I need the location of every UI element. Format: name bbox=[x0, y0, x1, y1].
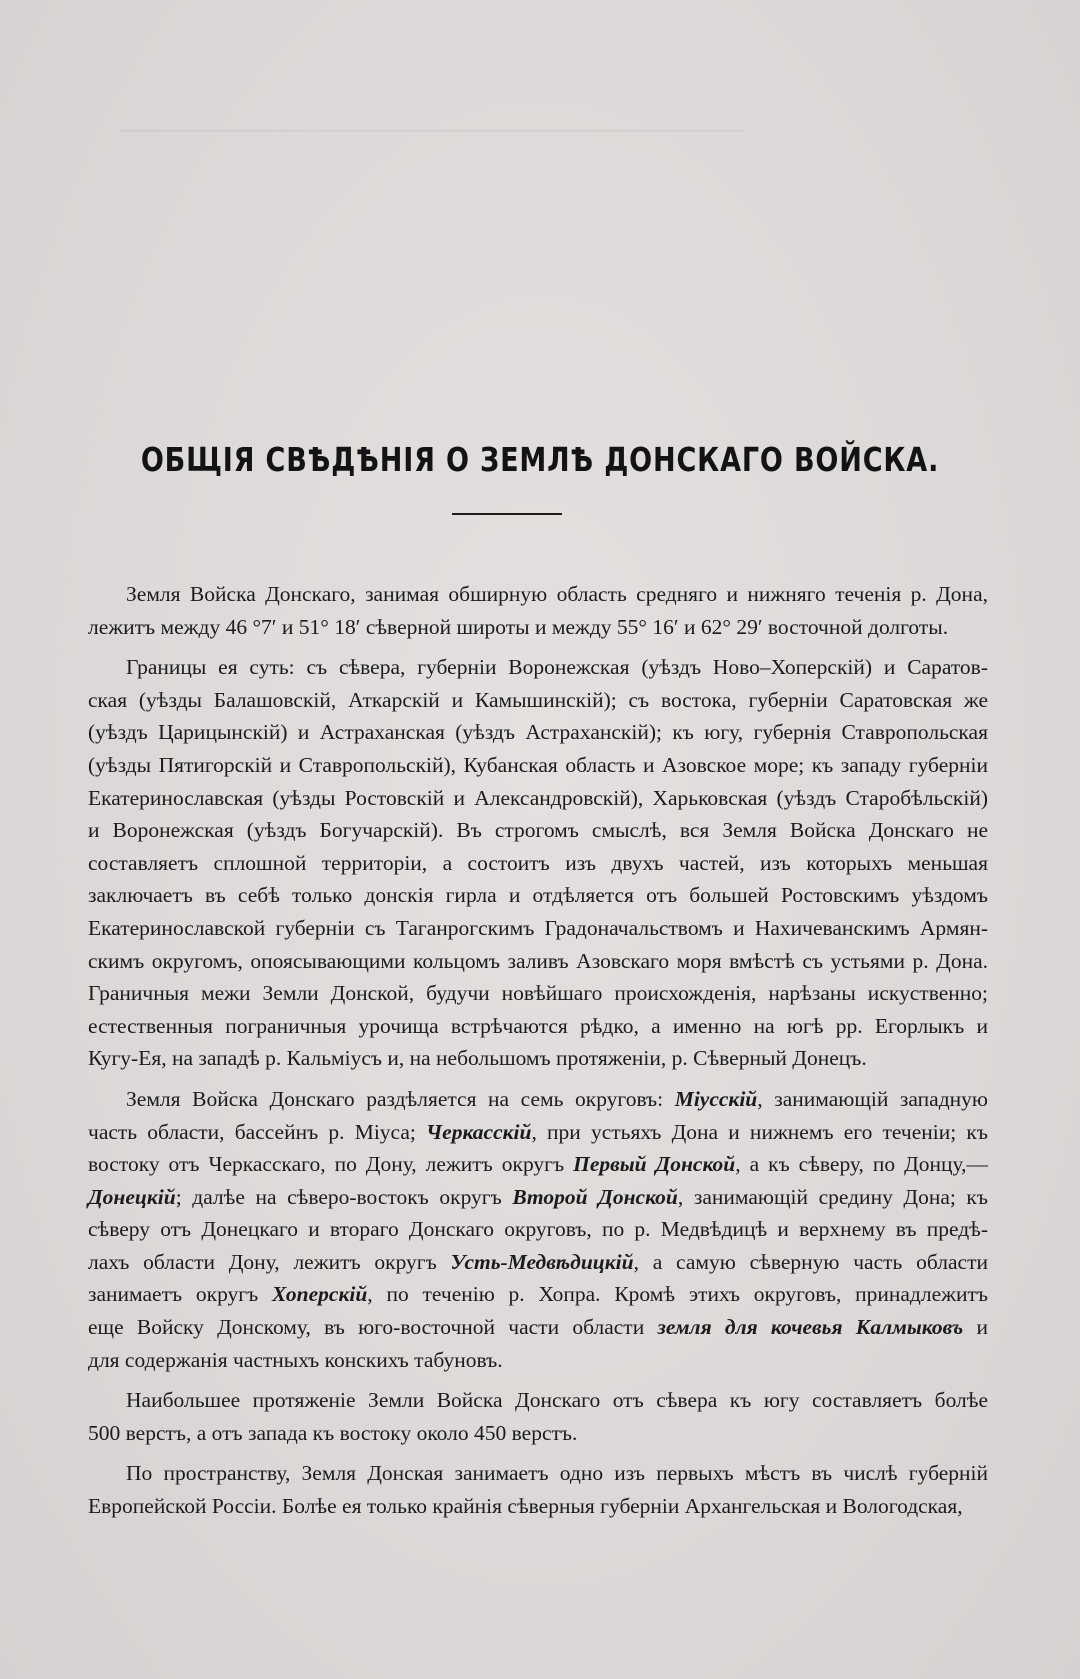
text-line: заключаетъ въ себѣ только донскія гирла и отдѣляется отъ большей Ростовскимъ уѣздомъ bbox=[88, 883, 988, 908]
paragraph bbox=[88, 578, 988, 643]
text-line: Земля Войска Донскаго, занимая обширную область средняго и нижняго теченія р. Дона, bbox=[126, 582, 988, 606]
paragraph-gap bbox=[88, 1075, 988, 1083]
paragraph bbox=[88, 1457, 988, 1522]
page-title: ОБЩІЯ СВѢДѢНІЯ О ЗЕМЛѢ ДОНСКАГО ВОЙСКА. bbox=[140, 440, 940, 480]
text-line: По пространству, Земля Донская занимаетъ одно изъ первыхъ мѣстъ въ числѣ губерній bbox=[126, 1461, 988, 1486]
text-line: лахъ области Дону, лежитъ округъ Усть-Медвѣдицкій, а самую сѣверную часть области bbox=[88, 1249, 988, 1274]
paragraph bbox=[88, 1083, 988, 1376]
text-line: востоку отъ Черкасскаго, по Дону, лежитъ округъ Первый Донской, а къ сѣверу, по Донцу,— bbox=[88, 1152, 988, 1177]
text-line: (уѣзды Пятигорскій и Ставропольскій), Кубанская область и Азовское море; къ западу губерніи bbox=[88, 752, 988, 777]
text-line: Екатеринославской губерніи съ Таганрогскимъ Градоначальствомъ и Нахичеванскимъ Армян- bbox=[88, 915, 988, 940]
text-line: составляетъ сплошной территоріи, а состоитъ изъ двухъ частей, изъ которыхъ меньшая bbox=[88, 850, 988, 875]
italic-term: Усть-Медвѣдицкій bbox=[450, 1249, 634, 1274]
title-divider bbox=[452, 513, 562, 515]
italic-term: Черкасскій bbox=[426, 1119, 532, 1144]
text-line: (уѣздъ Царицынскій) и Астраханская (уѣздъ Астраханскій); къ югу, губернія Ставропольская bbox=[88, 720, 988, 745]
text-line: для содержанія частныхъ конскихъ табуновъ. bbox=[88, 1347, 503, 1372]
text-line: Донецкій; далѣе на сѣверо-востокъ округъ Второй Донской, занимающій средину Дона; къ bbox=[88, 1184, 988, 1209]
bleed-through-text: ────────────────────────────────────────── bbox=[120, 118, 745, 142]
text-line: ская (уѣзды Балашовскій, Аткарскій и Камышинскій); съ востока, губерніи Саратовская же bbox=[88, 687, 988, 712]
text-line: сѣверу отъ Донецкаго и втораго Донскаго округовъ, по р. Медвѣдицѣ и верхнему въ предѣ- bbox=[88, 1217, 988, 1242]
text-line: занимаетъ округъ Хоперскій, по теченію р. Хопра. Кромѣ этихъ округовъ, принадлежитъ bbox=[88, 1282, 988, 1307]
text-line: Земля Войска Донскаго раздѣляется на семь округовъ: Міусскій, занимающій западную bbox=[126, 1086, 988, 1111]
italic-term: Донецкій bbox=[88, 1184, 176, 1209]
italic-term: Міусскій bbox=[674, 1086, 758, 1111]
paragraph-gap bbox=[88, 643, 988, 651]
paragraph-gap bbox=[88, 1449, 988, 1457]
text-line: скимъ округомъ, опоясывающими кольцомъ заливъ Азовскаго моря вмѣстѣ съ устьями р. Дона. bbox=[88, 948, 988, 973]
text-line: Наибольшее протяженіе Земли Войска Донскаго отъ сѣвера къ югу составляетъ болѣе bbox=[126, 1388, 988, 1413]
text-line: еще Войску Донскому, въ юго-восточной части области земля для кочевья Калмыковъ и bbox=[88, 1315, 988, 1340]
text-line: Граничныя межи Земли Донской, будучи новѣйшаго происхожденія, нарѣзаны искуственно; bbox=[88, 981, 988, 1006]
paragraph bbox=[88, 651, 988, 1075]
paragraph bbox=[88, 1384, 988, 1449]
text-line: естественныя пограничныя урочища встрѣчаются рѣдко, а именно на югѣ рр. Егорлыкъ и bbox=[88, 1013, 988, 1038]
italic-term: Хоперскій bbox=[272, 1282, 368, 1307]
italic-term: Первый Донской bbox=[573, 1152, 736, 1177]
body-text bbox=[88, 578, 988, 1523]
text-line: Кугу-Ея, на западѣ р. Кальміусъ и, на небольшомъ протяженіи, р. Сѣверный Донецъ. bbox=[88, 1046, 867, 1071]
text-line: Европейской Россіи. Болѣе ея только крайнія сѣверныя губерніи Архангельская и Вологодская, bbox=[88, 1494, 963, 1519]
text-line: лежитъ между 46 °7′ и 51° 18′ сѣверной широты и между 55° 16′ и 62° 29′ восточной долготы. bbox=[88, 614, 949, 639]
italic-term: Второй Донской bbox=[512, 1184, 678, 1209]
text-line: и Воронежская (уѣздъ Богучарскій). Въ строгомъ смыслѣ, вся Земля Войска Донскаго не bbox=[88, 818, 988, 843]
text-line: Екатеринославская (уѣзды Ростовскій и Александровскій), Харьковская (уѣздъ Старобѣльскій) bbox=[88, 785, 988, 810]
paragraph-gap bbox=[88, 1376, 988, 1384]
text-line: Границы ея суть: съ сѣвера, губерніи Воронежская (уѣздъ Ново–Хоперскій) и Саратов- bbox=[126, 655, 988, 680]
text-line: часть области, бассейнъ р. Міуса; Черкасскій, при устьяхъ Дона и нижнемъ его теченіи; къ bbox=[88, 1119, 988, 1144]
text-line: 500 верстъ, а отъ запада къ востоку около 450 верстъ. bbox=[88, 1420, 578, 1445]
italic-term: земля для кочевья Калмыковъ bbox=[657, 1315, 964, 1340]
